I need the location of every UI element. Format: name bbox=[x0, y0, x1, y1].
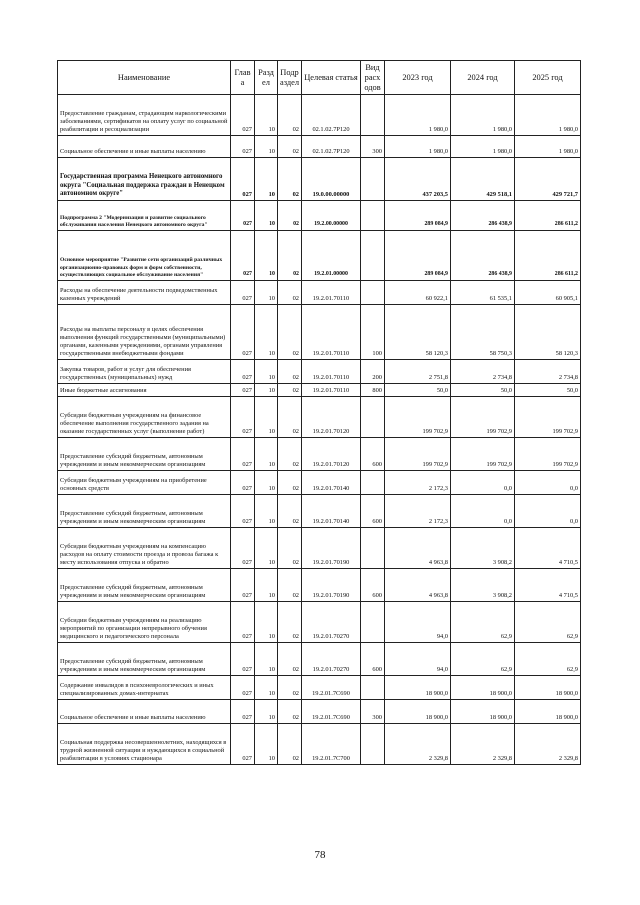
row-glava: 027 bbox=[231, 495, 255, 528]
row-glava: 027 bbox=[231, 528, 255, 569]
row-2025: 2 329,8 bbox=[515, 724, 581, 765]
row-glava: 027 bbox=[231, 95, 255, 136]
row-2023: 2 172,3 bbox=[385, 471, 451, 495]
header-2023: 2023 год bbox=[385, 61, 451, 95]
row-2024: 429 518,1 bbox=[451, 158, 515, 201]
row-target: 19.2.01.70120 bbox=[302, 438, 361, 471]
row-target: 19.2.01.70110 bbox=[302, 305, 361, 360]
row-2024: 61 535,1 bbox=[451, 281, 515, 305]
row-target: 19.2.01.70110 bbox=[302, 360, 361, 384]
row-2024: 0,0 bbox=[451, 495, 515, 528]
row-name: Основное мероприятие "Развитие сети организаций различных организационно-правовых форм и форм собственности, осуществляющих социальное обслуживание населения" bbox=[58, 231, 231, 281]
row-2025: 58 120,3 bbox=[515, 305, 581, 360]
row-razdel: 10 bbox=[255, 602, 278, 643]
row-razdel: 10 bbox=[255, 438, 278, 471]
row-2025: 1 980,0 bbox=[515, 136, 581, 158]
table-row bbox=[58, 724, 581, 765]
row-glava: 027 bbox=[231, 158, 255, 201]
row-glava: 027 bbox=[231, 201, 255, 231]
row-name: Предоставление субсидий бюджетным, автономным учреждениям и иным некоммерческим организациям bbox=[58, 569, 231, 602]
row-vid: 600 bbox=[361, 569, 385, 602]
row-target: 19.2.01.70270 bbox=[302, 602, 361, 643]
row-target: 19.2.01.70110 bbox=[302, 384, 361, 397]
row-razdel: 10 bbox=[255, 724, 278, 765]
row-2024: 18 900,0 bbox=[451, 676, 515, 700]
table-row bbox=[58, 569, 581, 602]
row-name: Расходы на обеспечение деятельности подведомственных казенных учреждений bbox=[58, 281, 231, 305]
row-2024: 50,0 bbox=[451, 384, 515, 397]
row-2024: 3 908,2 bbox=[451, 528, 515, 569]
row-glava: 027 bbox=[231, 136, 255, 158]
table-row-subprogram bbox=[58, 201, 581, 231]
row-podrazdel: 02 bbox=[278, 281, 302, 305]
row-razdel: 10 bbox=[255, 360, 278, 384]
row-2025: 0,0 bbox=[515, 495, 581, 528]
header-podrazdel: Подр аздел bbox=[278, 61, 302, 95]
row-2025: 50,0 bbox=[515, 384, 581, 397]
row-podrazdel: 02 bbox=[278, 676, 302, 700]
row-glava: 027 bbox=[231, 305, 255, 360]
row-podrazdel: 02 bbox=[278, 201, 302, 231]
row-2025: 2 734,8 bbox=[515, 360, 581, 384]
row-2024: 199 702,9 bbox=[451, 438, 515, 471]
row-razdel: 10 bbox=[255, 158, 278, 201]
row-vid bbox=[361, 158, 385, 201]
row-vid: 200 bbox=[361, 360, 385, 384]
row-name: Подпрограмма 2 "Модернизация и развитие социального обслуживания населения Ненецкого автономного округа" bbox=[58, 201, 231, 231]
row-2025: 18 900,0 bbox=[515, 700, 581, 724]
row-2023: 289 084,9 bbox=[385, 231, 451, 281]
table-row bbox=[58, 360, 581, 384]
row-podrazdel: 02 bbox=[278, 95, 302, 136]
header-2024: 2024 год bbox=[451, 61, 515, 95]
header-vid: Вид расх одов bbox=[361, 61, 385, 95]
row-target: 19.2.01.70270 bbox=[302, 643, 361, 676]
table-row bbox=[58, 643, 581, 676]
row-2024: 3 908,2 bbox=[451, 569, 515, 602]
table-row bbox=[58, 305, 581, 360]
row-razdel: 10 bbox=[255, 471, 278, 495]
table-row bbox=[58, 528, 581, 569]
row-2024: 286 438,9 bbox=[451, 231, 515, 281]
row-vid: 300 bbox=[361, 700, 385, 724]
row-glava: 027 bbox=[231, 281, 255, 305]
row-name: Предоставление субсидий бюджетным, автономным учреждениям и иным некоммерческим организациям bbox=[58, 438, 231, 471]
row-podrazdel: 02 bbox=[278, 602, 302, 643]
row-2024: 1 980,0 bbox=[451, 95, 515, 136]
table-row bbox=[58, 397, 581, 438]
row-2024: 2 734,8 bbox=[451, 360, 515, 384]
row-vid bbox=[361, 471, 385, 495]
row-razdel: 10 bbox=[255, 281, 278, 305]
header-target: Целевая статья bbox=[302, 61, 361, 95]
row-2023: 1 980,0 bbox=[385, 136, 451, 158]
row-razdel: 10 bbox=[255, 528, 278, 569]
table-row bbox=[58, 136, 581, 158]
row-name: Иные бюджетные ассигнования bbox=[58, 384, 231, 397]
row-vid: 100 bbox=[361, 305, 385, 360]
row-2023: 58 120,3 bbox=[385, 305, 451, 360]
row-name: Государственная программа Ненецкого автономного округа "Социальная поддержка граждан в Ненецком автономном округе" bbox=[58, 158, 231, 201]
row-glava: 027 bbox=[231, 397, 255, 438]
row-vid: 600 bbox=[361, 643, 385, 676]
row-2023: 199 702,9 bbox=[385, 438, 451, 471]
row-2023: 94,0 bbox=[385, 643, 451, 676]
row-glava: 027 bbox=[231, 384, 255, 397]
row-target: 19.2.01.70140 bbox=[302, 471, 361, 495]
row-podrazdel: 02 bbox=[278, 360, 302, 384]
row-podrazdel: 02 bbox=[278, 471, 302, 495]
row-target: 02.1.02.7Р120 bbox=[302, 136, 361, 158]
row-podrazdel: 02 bbox=[278, 643, 302, 676]
row-2024: 199 702,9 bbox=[451, 397, 515, 438]
table-row bbox=[58, 438, 581, 471]
row-2023: 4 963,8 bbox=[385, 569, 451, 602]
row-2025: 286 611,2 bbox=[515, 231, 581, 281]
row-2024: 2 329,8 bbox=[451, 724, 515, 765]
row-vid bbox=[361, 528, 385, 569]
row-2025: 429 721,7 bbox=[515, 158, 581, 201]
row-podrazdel: 02 bbox=[278, 158, 302, 201]
row-2023: 199 702,9 bbox=[385, 397, 451, 438]
row-glava: 027 bbox=[231, 643, 255, 676]
row-name: Субсидии бюджетным учреждениям на финансовое обеспечение выполнения государственного задания на оказание государственных услуг (выполнение работ) bbox=[58, 397, 231, 438]
row-2023: 2 329,8 bbox=[385, 724, 451, 765]
row-2023: 18 900,0 bbox=[385, 676, 451, 700]
row-glava: 027 bbox=[231, 438, 255, 471]
row-2023: 94,0 bbox=[385, 602, 451, 643]
row-glava: 027 bbox=[231, 471, 255, 495]
row-razdel: 10 bbox=[255, 95, 278, 136]
row-name: Субсидии бюджетным учреждениям на реализацию мероприятий по организации непрерывного обучения медицинского и педагогического персонала bbox=[58, 602, 231, 643]
page-number: 78 bbox=[314, 849, 326, 861]
row-glava: 027 bbox=[231, 231, 255, 281]
row-2023: 437 203,5 bbox=[385, 158, 451, 201]
row-target: 19.2.00.00000 bbox=[302, 201, 361, 231]
row-razdel: 10 bbox=[255, 397, 278, 438]
row-podrazdel: 02 bbox=[278, 231, 302, 281]
row-razdel: 10 bbox=[255, 201, 278, 231]
row-glava: 027 bbox=[231, 360, 255, 384]
row-target: 19.2.01.00000 bbox=[302, 231, 361, 281]
row-glava: 027 bbox=[231, 676, 255, 700]
row-2023: 2 751,8 bbox=[385, 360, 451, 384]
row-razdel: 10 bbox=[255, 700, 278, 724]
table-row bbox=[58, 602, 581, 643]
row-2025: 0,0 bbox=[515, 471, 581, 495]
row-2025: 199 702,9 bbox=[515, 397, 581, 438]
row-target: 19.0.00.00000 bbox=[302, 158, 361, 201]
row-2025: 286 611,2 bbox=[515, 201, 581, 231]
row-podrazdel: 02 bbox=[278, 495, 302, 528]
row-name: Расходы на выплаты персоналу в целях обеспечения выполнения функций государственными (муниципальными) органами, казенными учреждениями, органами управления государственными внебюджетными фондами bbox=[58, 305, 231, 360]
table-row bbox=[58, 471, 581, 495]
row-name: Социальная поддержка несовершеннолетних, находящихся в трудной жизненной ситуации и нуждающихся в социальной реабилитации в условиях стационара bbox=[58, 724, 231, 765]
row-2024: 0,0 bbox=[451, 471, 515, 495]
row-2025: 199 702,9 bbox=[515, 438, 581, 471]
row-name: Закупка товаров, работ и услуг для обеспечения государственных (муниципальных) нужд bbox=[58, 360, 231, 384]
row-glava: 027 bbox=[231, 724, 255, 765]
table-row bbox=[58, 95, 581, 136]
row-2024: 58 750,3 bbox=[451, 305, 515, 360]
row-glava: 027 bbox=[231, 569, 255, 602]
row-2023: 289 084,9 bbox=[385, 201, 451, 231]
row-razdel: 10 bbox=[255, 643, 278, 676]
row-vid: 300 bbox=[361, 136, 385, 158]
row-target: 19.2.01.7С700 bbox=[302, 724, 361, 765]
row-podrazdel: 02 bbox=[278, 305, 302, 360]
row-vid bbox=[361, 95, 385, 136]
row-name: Предоставление субсидий бюджетным, автономным учреждениям и иным некоммерческим организациям bbox=[58, 495, 231, 528]
header-glava: Глав а bbox=[231, 61, 255, 95]
row-vid bbox=[361, 602, 385, 643]
row-podrazdel: 02 bbox=[278, 700, 302, 724]
budget-sheet bbox=[57, 60, 580, 765]
row-razdel: 10 bbox=[255, 384, 278, 397]
row-razdel: 10 bbox=[255, 305, 278, 360]
row-2025: 62,9 bbox=[515, 643, 581, 676]
row-2025: 1 980,0 bbox=[515, 95, 581, 136]
row-target: 19.2.01.70190 bbox=[302, 569, 361, 602]
row-2023: 50,0 bbox=[385, 384, 451, 397]
row-name: Социальное обеспечение и иные выплаты населению bbox=[58, 136, 231, 158]
row-2023: 1 980,0 bbox=[385, 95, 451, 136]
row-name: Субсидии бюджетным учреждениям на компенсацию расходов на оплату стоимости проезда и провоза багажа к месту использования отпуска и обратно bbox=[58, 528, 231, 569]
row-name: Субсидии бюджетным учреждениям на приобретение основных средств bbox=[58, 471, 231, 495]
row-target: 19.2.01.7С690 bbox=[302, 700, 361, 724]
row-vid: 800 bbox=[361, 384, 385, 397]
row-target: 19.2.01.70190 bbox=[302, 528, 361, 569]
row-name: Предоставление субсидий бюджетным, автономным учреждениям и иным некоммерческим организациям bbox=[58, 643, 231, 676]
row-razdel: 10 bbox=[255, 495, 278, 528]
row-2023: 60 922,1 bbox=[385, 281, 451, 305]
row-podrazdel: 02 bbox=[278, 724, 302, 765]
row-razdel: 10 bbox=[255, 676, 278, 700]
row-target: 19.2.01.7С690 bbox=[302, 676, 361, 700]
header-row bbox=[58, 61, 581, 95]
row-vid bbox=[361, 724, 385, 765]
row-2025: 60 905,1 bbox=[515, 281, 581, 305]
row-2024: 286 438,9 bbox=[451, 201, 515, 231]
row-2025: 4 710,5 bbox=[515, 528, 581, 569]
header-name: Наименование bbox=[58, 61, 231, 95]
row-podrazdel: 02 bbox=[278, 136, 302, 158]
row-glava: 027 bbox=[231, 700, 255, 724]
row-target: 02.1.02.7Р120 bbox=[302, 95, 361, 136]
row-vid bbox=[361, 281, 385, 305]
row-target: 19.2.01.70110 bbox=[302, 281, 361, 305]
row-podrazdel: 02 bbox=[278, 528, 302, 569]
row-podrazdel: 02 bbox=[278, 397, 302, 438]
row-podrazdel: 02 bbox=[278, 384, 302, 397]
table-row bbox=[58, 700, 581, 724]
row-2025: 4 710,5 bbox=[515, 569, 581, 602]
row-2023: 2 172,3 bbox=[385, 495, 451, 528]
table-row bbox=[58, 281, 581, 305]
row-2024: 18 900,0 bbox=[451, 700, 515, 724]
row-2025: 62,9 bbox=[515, 602, 581, 643]
row-2025: 18 900,0 bbox=[515, 676, 581, 700]
row-podrazdel: 02 bbox=[278, 438, 302, 471]
row-name: Предоставление гражданам, страдающим наркологическими заболеваниями, сертификатов на оплату услуг по социальной реабилитации и ресоциализации bbox=[58, 95, 231, 136]
table-row-main-activity bbox=[58, 231, 581, 281]
row-2024: 1 980,0 bbox=[451, 136, 515, 158]
table-row bbox=[58, 676, 581, 700]
row-2024: 62,9 bbox=[451, 602, 515, 643]
row-2023: 4 963,8 bbox=[385, 528, 451, 569]
row-vid bbox=[361, 201, 385, 231]
row-glava: 027 bbox=[231, 602, 255, 643]
row-vid bbox=[361, 676, 385, 700]
row-target: 19.2.01.70140 bbox=[302, 495, 361, 528]
row-vid: 600 bbox=[361, 438, 385, 471]
row-vid bbox=[361, 397, 385, 438]
header-2025: 2025 год bbox=[515, 61, 581, 95]
row-razdel: 10 bbox=[255, 136, 278, 158]
table-row bbox=[58, 495, 581, 528]
row-vid: 600 bbox=[361, 495, 385, 528]
row-name: Содержание инвалидов в психоневрологических и иных специализированных домах-интернатах bbox=[58, 676, 231, 700]
row-razdel: 10 bbox=[255, 569, 278, 602]
table-row bbox=[58, 384, 581, 397]
header-razdel: Разд ел bbox=[255, 61, 278, 95]
row-name: Социальное обеспечение и иные выплаты населению bbox=[58, 700, 231, 724]
budget-table bbox=[57, 60, 581, 765]
row-vid bbox=[361, 231, 385, 281]
row-razdel: 10 bbox=[255, 231, 278, 281]
row-2023: 18 900,0 bbox=[385, 700, 451, 724]
table-row-program bbox=[58, 158, 581, 201]
row-2024: 62,9 bbox=[451, 643, 515, 676]
row-podrazdel: 02 bbox=[278, 569, 302, 602]
row-target: 19.2.01.70120 bbox=[302, 397, 361, 438]
